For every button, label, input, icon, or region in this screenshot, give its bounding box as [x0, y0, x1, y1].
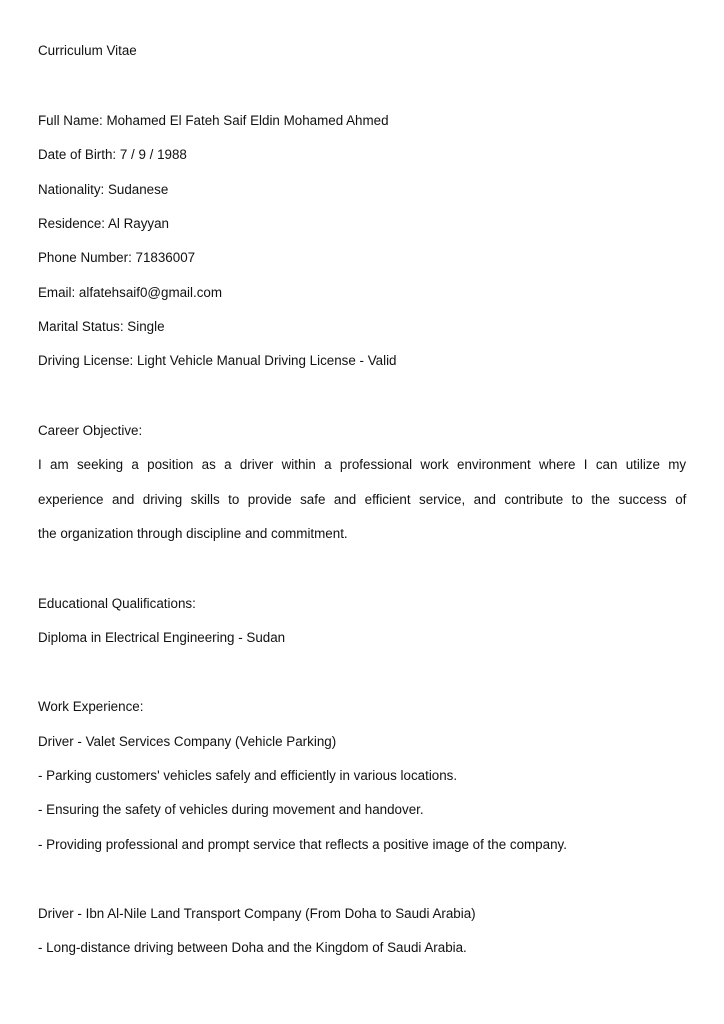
- job-title: Driver - Ibn Al-Nile Land Transport Company (From Doha to Saudi Arabia): [38, 906, 476, 921]
- education-heading: Educational Qualifications:: [38, 596, 196, 611]
- date-of-birth: Date of Birth: 7 / 9 / 1988: [38, 147, 187, 162]
- career-objective-line: I am seeking a position as a driver within a professional work environment where I can utilize my: [38, 457, 687, 472]
- phone-number: Phone Number: 71836007: [38, 250, 196, 265]
- job-bullet: - Long-distance driving between Doha and the Kingdom of Saudi Arabia.: [38, 940, 467, 955]
- full-name: Full Name: Mohamed El Fateh Saif Eldin Mohamed Ahmed: [38, 113, 389, 128]
- nationality: Nationality: Sudanese: [38, 182, 169, 197]
- job-bullet: - Providing professional and prompt service that reflects a positive image of the company.: [38, 837, 567, 852]
- work-experience-heading: Work Experience:: [38, 699, 144, 714]
- education-item: Diploma in Electrical Engineering - Sudan: [38, 630, 286, 645]
- job-bullet: - Ensuring the safety of vehicles during movement and handover.: [38, 802, 424, 817]
- email: Email: alfatehsaif0@gmail.com: [38, 285, 223, 300]
- career-objective-heading: Career Objective:: [38, 423, 143, 438]
- career-objective-line: experience and driving skills to provide safe and efficient service, and contribute to the success of: [38, 492, 687, 507]
- residence: Residence: Al Rayyan: [38, 216, 170, 231]
- job-title: Driver - Valet Services Company (Vehicle Parking): [38, 734, 337, 749]
- marital-status: Marital Status: Single: [38, 319, 165, 334]
- career-objective-line: the organization through discipline and commitment.: [38, 526, 348, 541]
- document-title: Curriculum Vitae: [38, 43, 137, 58]
- job-bullet: - Parking customers' vehicles safely and efficiently in various locations.: [38, 768, 458, 783]
- driving-license: Driving License: Light Vehicle Manual Driving License - Valid: [38, 353, 397, 368]
